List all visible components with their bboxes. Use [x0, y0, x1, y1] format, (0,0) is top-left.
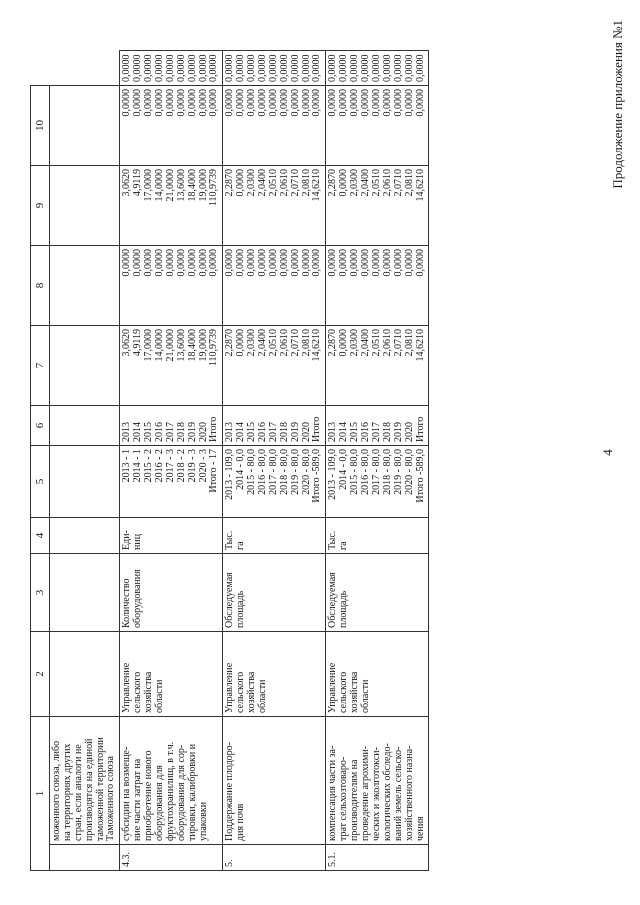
unit-cell: Тыс. га [326, 518, 429, 554]
col6-values-cell: 3,0620 4,9119 17,0000 14,0000 21,0000 13,6000 18,4000 19,0000 110,9739 [120, 326, 223, 406]
header-cell: 1 [31, 717, 50, 871]
header-row [31, 51, 50, 871]
header-cell: 9 [31, 166, 50, 246]
plan-values-cell: 2013 - 109,0 2014 - 0,0 2015 - 80,0 2016 - 80,0 2017 - 80,0 2018 - 80,0 2019 - 80,0 2020 - 80,0 Итого -589,0 [326, 446, 429, 518]
executor-cell: Управление сельского хозяйства области [326, 632, 429, 717]
table-row [326, 51, 429, 871]
col7-values-cell: 0,0000 0,0000 0,0000 0,0000 0,0000 0,0000 0,0000 0,0000 0,0000 [120, 246, 223, 326]
col8-values-cell: 2,2870 0,0000 2,0300 2,0400 2,0510 2,0610 2,0710 2,0810 14,6210 [326, 166, 429, 246]
measure-name-cell: компенсация части за- трат сельхозтоваро- производителям на проведение агрохими- ческих и эколготокси- кологических обследо- ваний земель сельско- хозяйственного назна- чения [326, 717, 429, 845]
col8-values-cell: 2,2870 0,0000 2,0300 2,0400 2,0510 2,0610 2,0710 2,0810 14,6210 [223, 166, 326, 246]
col7-values-cell: 0,0000 0,0000 0,0000 0,0000 0,0000 0,0000 0,0000 0,0000 0,0000 [223, 246, 326, 326]
item-number-cell: 4.3. [120, 845, 223, 871]
header-cell: 2 [31, 632, 50, 717]
page-number: 4 [600, 449, 615, 456]
col10-values-cell: 0,0000 0,0000 0,0000 0,0000 0,0000 0,0000 0,0000 0,0000 0,0000 [223, 51, 326, 86]
executor-cell: Управление сельского хозяйства области [223, 632, 326, 717]
indicator-cell: Количество оборудования [120, 554, 223, 632]
col10-values-cell: 0,0000 0,0000 0,0000 0,0000 0,0000 0,0000 0,0000 0,0000 0,0000 [120, 51, 223, 86]
empty-num-cell [50, 845, 120, 871]
unit-cell: Еди- ниц [120, 518, 223, 554]
col9-values-cell: 0,0000 0,0000 0,0000 0,0000 0,0000 0,0000 0,0000 0,0000 0,0000 [120, 86, 223, 166]
col6-values-cell: 2,2870 0,0000 2,0300 2,0400 2,0510 2,0610 2,0710 2,0810 14,6210 [326, 326, 429, 406]
item-number-cell: 5.1. [326, 845, 429, 871]
header-cell: 10 [31, 86, 50, 166]
plan-values-cell: 2013 - 109,0 2014 - 0,0 2015 - 80,0 2016 - 80,0 2017 - 80,0 2018 - 80,0 2019 - 80,0 2020 - 80,0 Итого -589,0 [223, 446, 326, 518]
indicator-cell: Обследуемая площадь [326, 554, 429, 632]
program-table [30, 51, 429, 872]
col7-values-cell: 0,0000 0,0000 0,0000 0,0000 0,0000 0,0000 0,0000 0,0000 0,0000 [326, 246, 429, 326]
col9-values-cell: 0,0000 0,0000 0,0000 0,0000 0,0000 0,0000 0,0000 0,0000 0,0000 [326, 86, 429, 166]
continuation-row [50, 51, 120, 871]
header-cell: 4 [31, 518, 50, 554]
item-number-cell: 5. [223, 845, 326, 871]
col9-values-cell: 0,0000 0,0000 0,0000 0,0000 0,0000 0,0000 0,0000 0,0000 0,0000 [223, 86, 326, 166]
col6-values-cell: 2,2870 0,0000 2,0300 2,0400 2,0510 2,0610 2,0710 2,0810 14,6210 [223, 326, 326, 406]
measure-name-cell: субсидии на возмеще- ние части затрат на приобретение нового оборудования для фруктохранилищ, в т.ч. оборудования для сор- тировки, калибровки и упаковки [120, 717, 223, 845]
measure-name-cell: Поддержание плодоро- дия почв [223, 717, 326, 845]
continued-name-cell: моженного союза, либо на территориях других стран, если аналоги не производятся на единой таможенной территории Таможенного союза [50, 717, 120, 845]
table-row [120, 51, 223, 871]
executor-cell: Управление сельского хозяйства области [120, 632, 223, 717]
unit-cell: Тыс. га [223, 518, 326, 554]
col10-values-cell: 0,0000 0,0000 0,0000 0,0000 0,0000 0,0000 0,0000 0,0000 0,0000 [326, 51, 429, 86]
appendix-caption: Продолжение приложения №1 [610, 20, 625, 189]
years-cell: 2013 2014 2015 2016 2017 2018 2019 2020 Итого [120, 406, 223, 446]
header-cell: 7 [31, 326, 50, 406]
plan-values-cell: 2013 - 1 2014 - 1 2015 - 2 2016 - 2 2017 - 3 2018 - 2 2019 - 3 2020 - 3 Итого - 17 [120, 446, 223, 518]
header-cell: 8 [31, 246, 50, 326]
header-cell: 3 [31, 554, 50, 632]
years-cell: 2013 2014 2015 2016 2017 2018 2019 2020 Итого [326, 406, 429, 446]
col8-values-cell: 3,0620 4,9119 17,0000 14,0000 21,0000 13,6000 18,4000 19,0000 110,9739 [120, 166, 223, 246]
header-cell: 5 [31, 446, 50, 518]
header-cell: 6 [31, 406, 50, 446]
table-row [223, 51, 326, 871]
years-cell: 2013 2014 2015 2016 2017 2018 2019 2020 Итого [223, 406, 326, 446]
indicator-cell: Обследуемая площадь [223, 554, 326, 632]
